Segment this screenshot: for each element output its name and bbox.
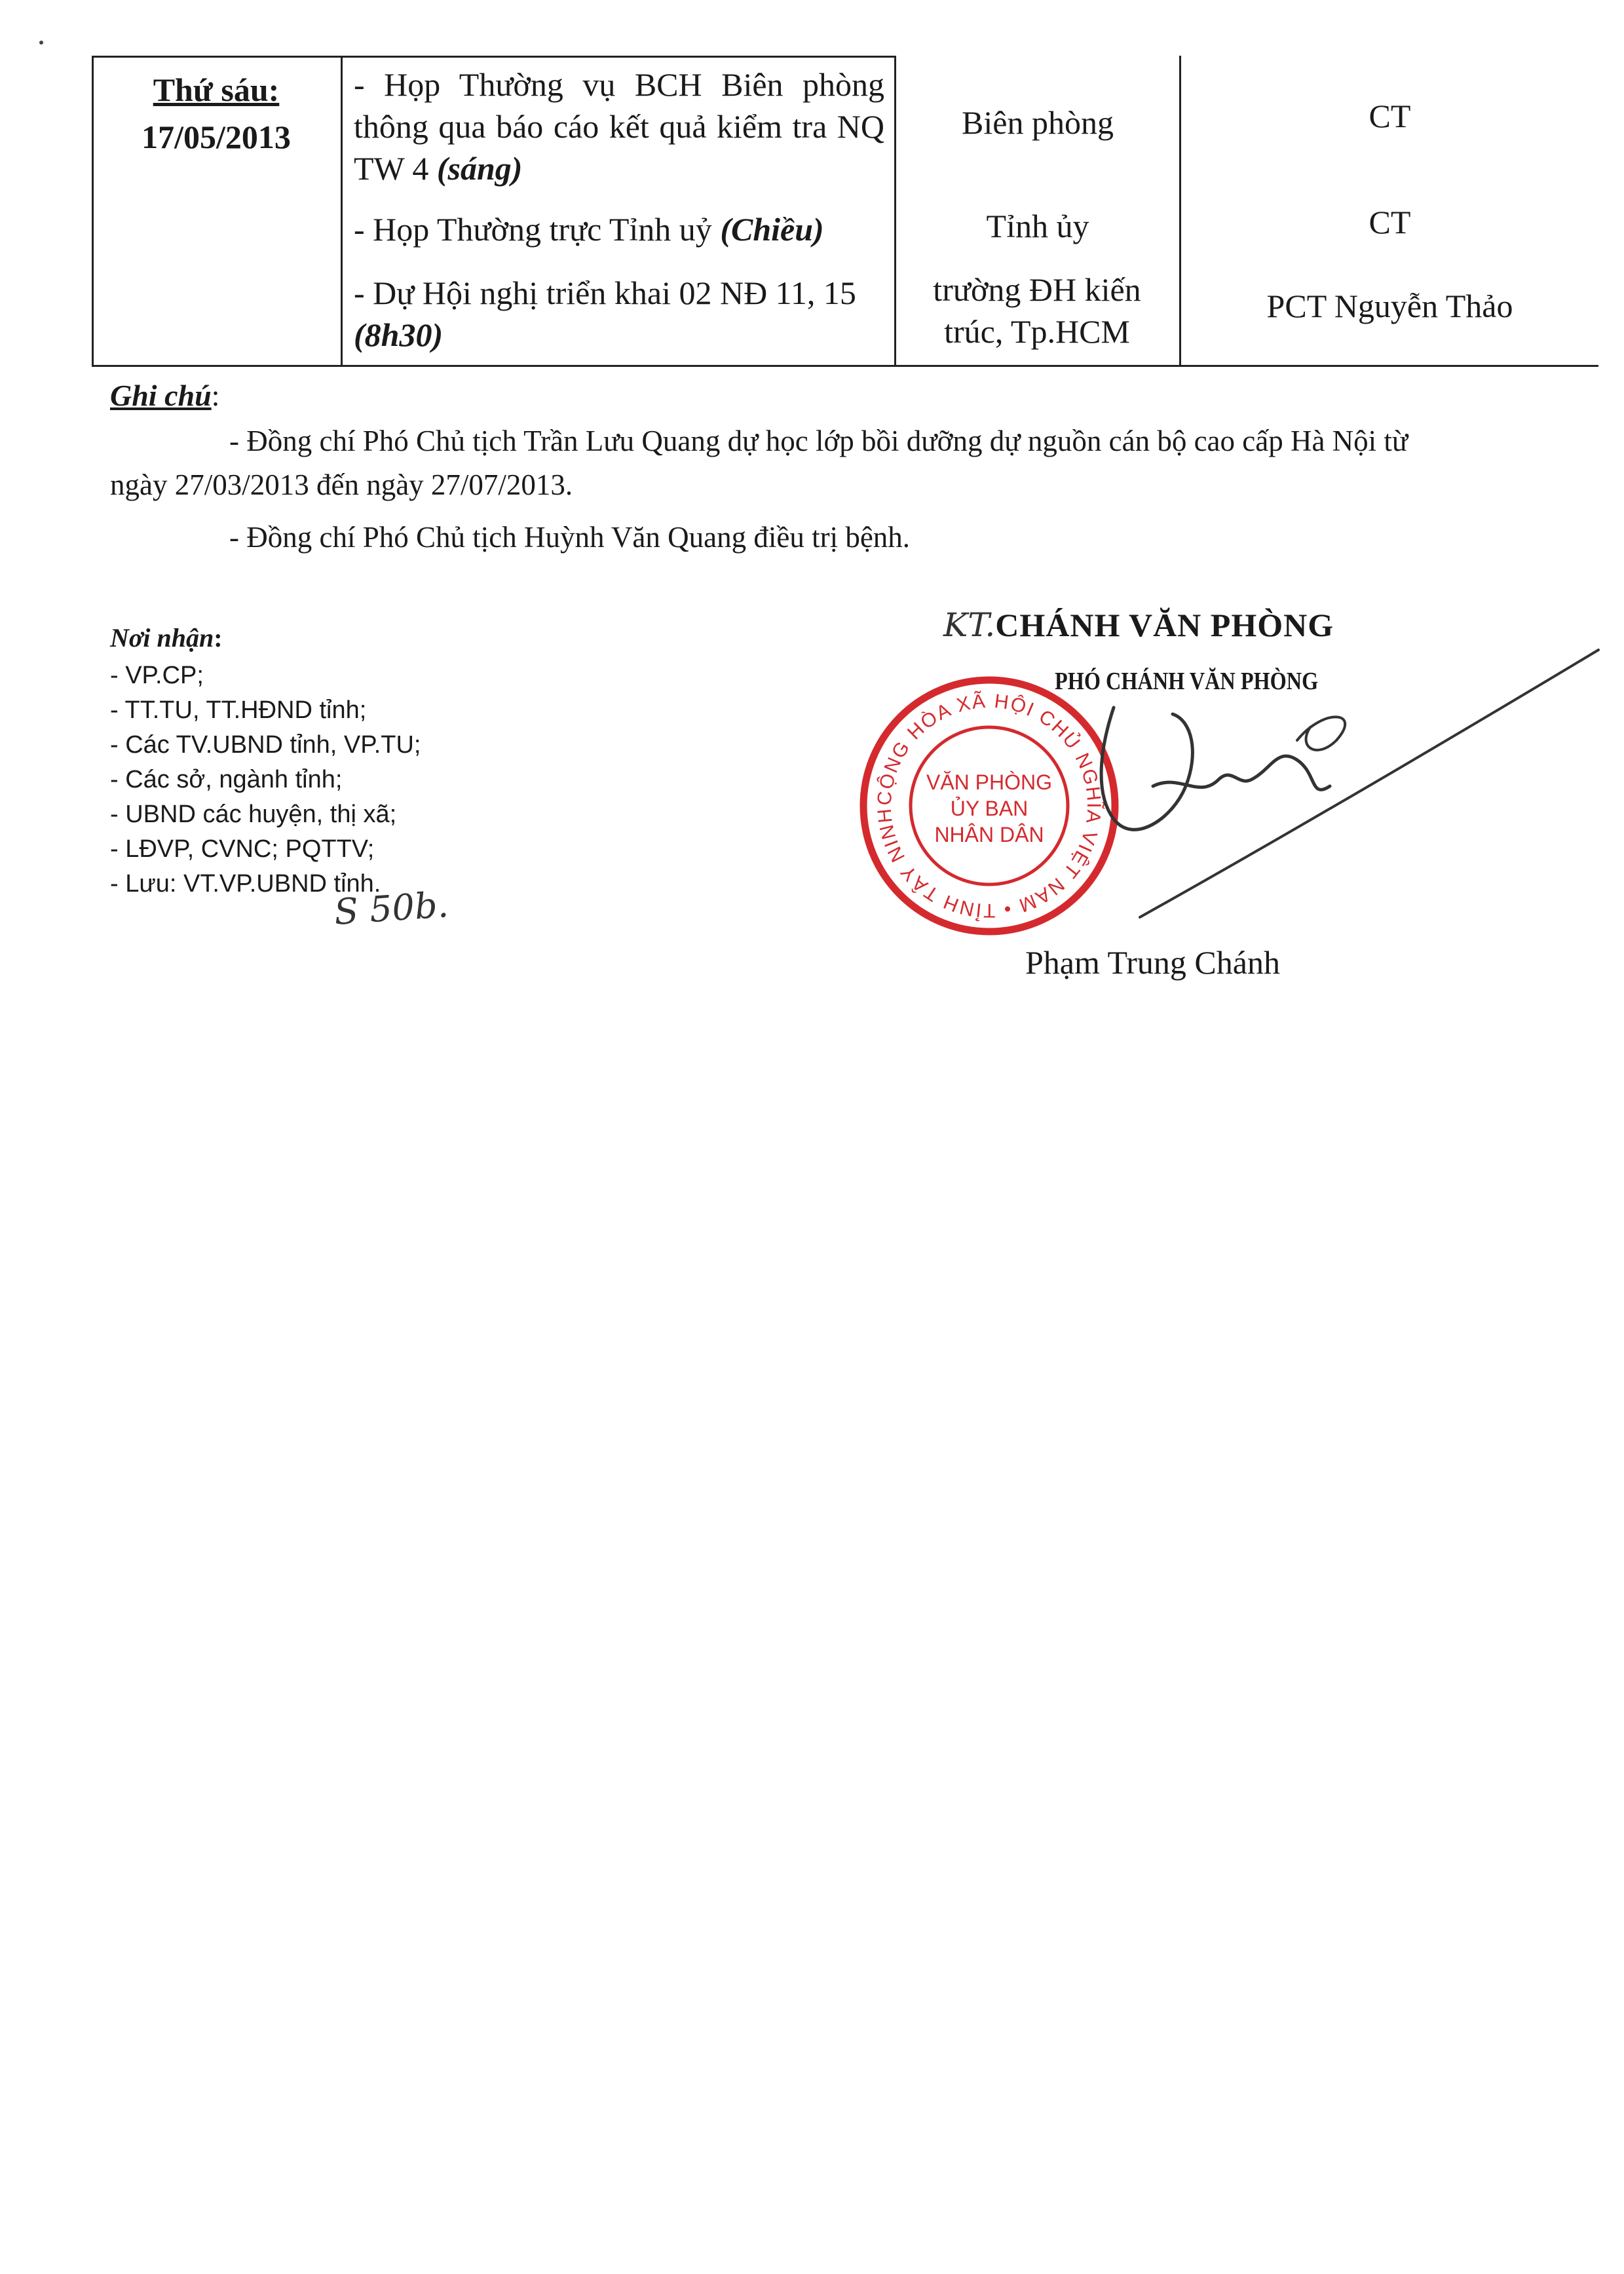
day-date: 17/05/2013 [142,119,291,155]
handwritten-signature [1022,649,1612,976]
table-row-1-person: CT [1369,98,1411,134]
list-item: - LĐVP, CVNC; PQTTV; [110,835,375,863]
recipients-title: Nơi nhận [110,623,214,653]
notes-heading-wrap [110,378,219,413]
signature-stroke-curl [1297,717,1345,749]
table-row-1-content [354,64,884,189]
handwritten-note: S 50b. [333,883,450,934]
table-row-2-content [354,208,891,250]
note-item-1: - Đồng chí Phó Chủ tịch Trần Lưu Quang dự học lớp bồi dưỡng dự nguồn cán bộ cao cấp Hà Nội từ [229,425,1408,457]
recipients-title-wrap [110,622,223,653]
table-row-3-person: PCT Nguyễn Thảo [1266,288,1513,324]
day-name: Thứ sáu: [153,71,280,108]
row-1-text: - Họp Thường vụ BCH Biên phòng thông qua báo cáo kết quả kiểm tra NQ TW 4 [354,66,884,187]
row-1-time: (sáng) [436,150,523,187]
schedule-table [92,56,1598,367]
table-divider-1 [341,56,343,367]
table-row-1-location: Biên phòng [962,104,1114,141]
note-item-2: - Đồng chí Phó Chủ tịch Huỳnh Văn Quang điều trị bệnh. [229,521,911,554]
day-cell [92,69,341,158]
signature-title-wrap [943,606,1334,644]
row-2-time: (Chiều) [720,211,824,248]
table-border-top [92,56,894,58]
list-item: - UBND các huyện, thị xã; [110,801,397,828]
stamp-ring-textpath: CỘNG HÒA XÃ HỘI CHỦ NGHĨA VIỆT NAM • TỈNH TÂY NINH [873,690,1105,922]
table-border-bottom [92,365,1598,367]
table-row-2-location: Tỉnh ủy [986,208,1089,244]
stamp-center-line-1: VĂN PHÒNG [926,770,1053,794]
list-item: - Lưu: VT.VP.UBND tỉnh. [110,870,381,898]
recipients-title-colon: : [214,623,223,653]
row-3-text: - Dự Hội nghị triển khai 02 NĐ 11, 15 [354,275,856,311]
signature-subtitle: PHÓ CHÁNH VĂN PHÒNG [1055,668,1319,695]
signature-stroke-sweep [1140,650,1598,917]
list-item: - Các TV.UBND tỉnh, VP.TU; [110,731,421,759]
stamp-center-line-3: NHÂN DÂN [934,823,1044,846]
signature-stroke-scrawl [1153,756,1330,789]
table-row-2-person: CT [1369,204,1411,240]
recipients-list [110,658,421,901]
notes-heading-colon: : [211,379,220,412]
signature-name: Phạm Trung Chánh [1025,944,1280,981]
row-3-time: (8h30) [354,316,444,353]
table-row-3-content [354,272,884,356]
notes-heading: Ghi chú [110,379,212,412]
scan-speck [39,41,43,45]
signature-prefix: KT. [943,606,996,644]
list-item: - TT.TU, TT.HĐND tỉnh; [110,696,367,724]
note-item-1-cont: ngày 27/03/2013 đến ngày 27/07/2013. [110,468,573,501]
table-row-3-location: trường ĐH kiến trúc, Tp.HCM [933,271,1141,350]
row-2-text: - Họp Thường trực Tỉnh uỷ [354,211,721,248]
signature-stroke-loop [1101,708,1192,829]
list-item: - Các sở, ngành tỉnh; [110,766,343,793]
signature-title: CHÁNH VĂN PHÒNG [995,607,1334,643]
stamp-center-line-2: ỦY BAN [950,797,1029,820]
list-item: - VP.CP; [110,662,204,689]
